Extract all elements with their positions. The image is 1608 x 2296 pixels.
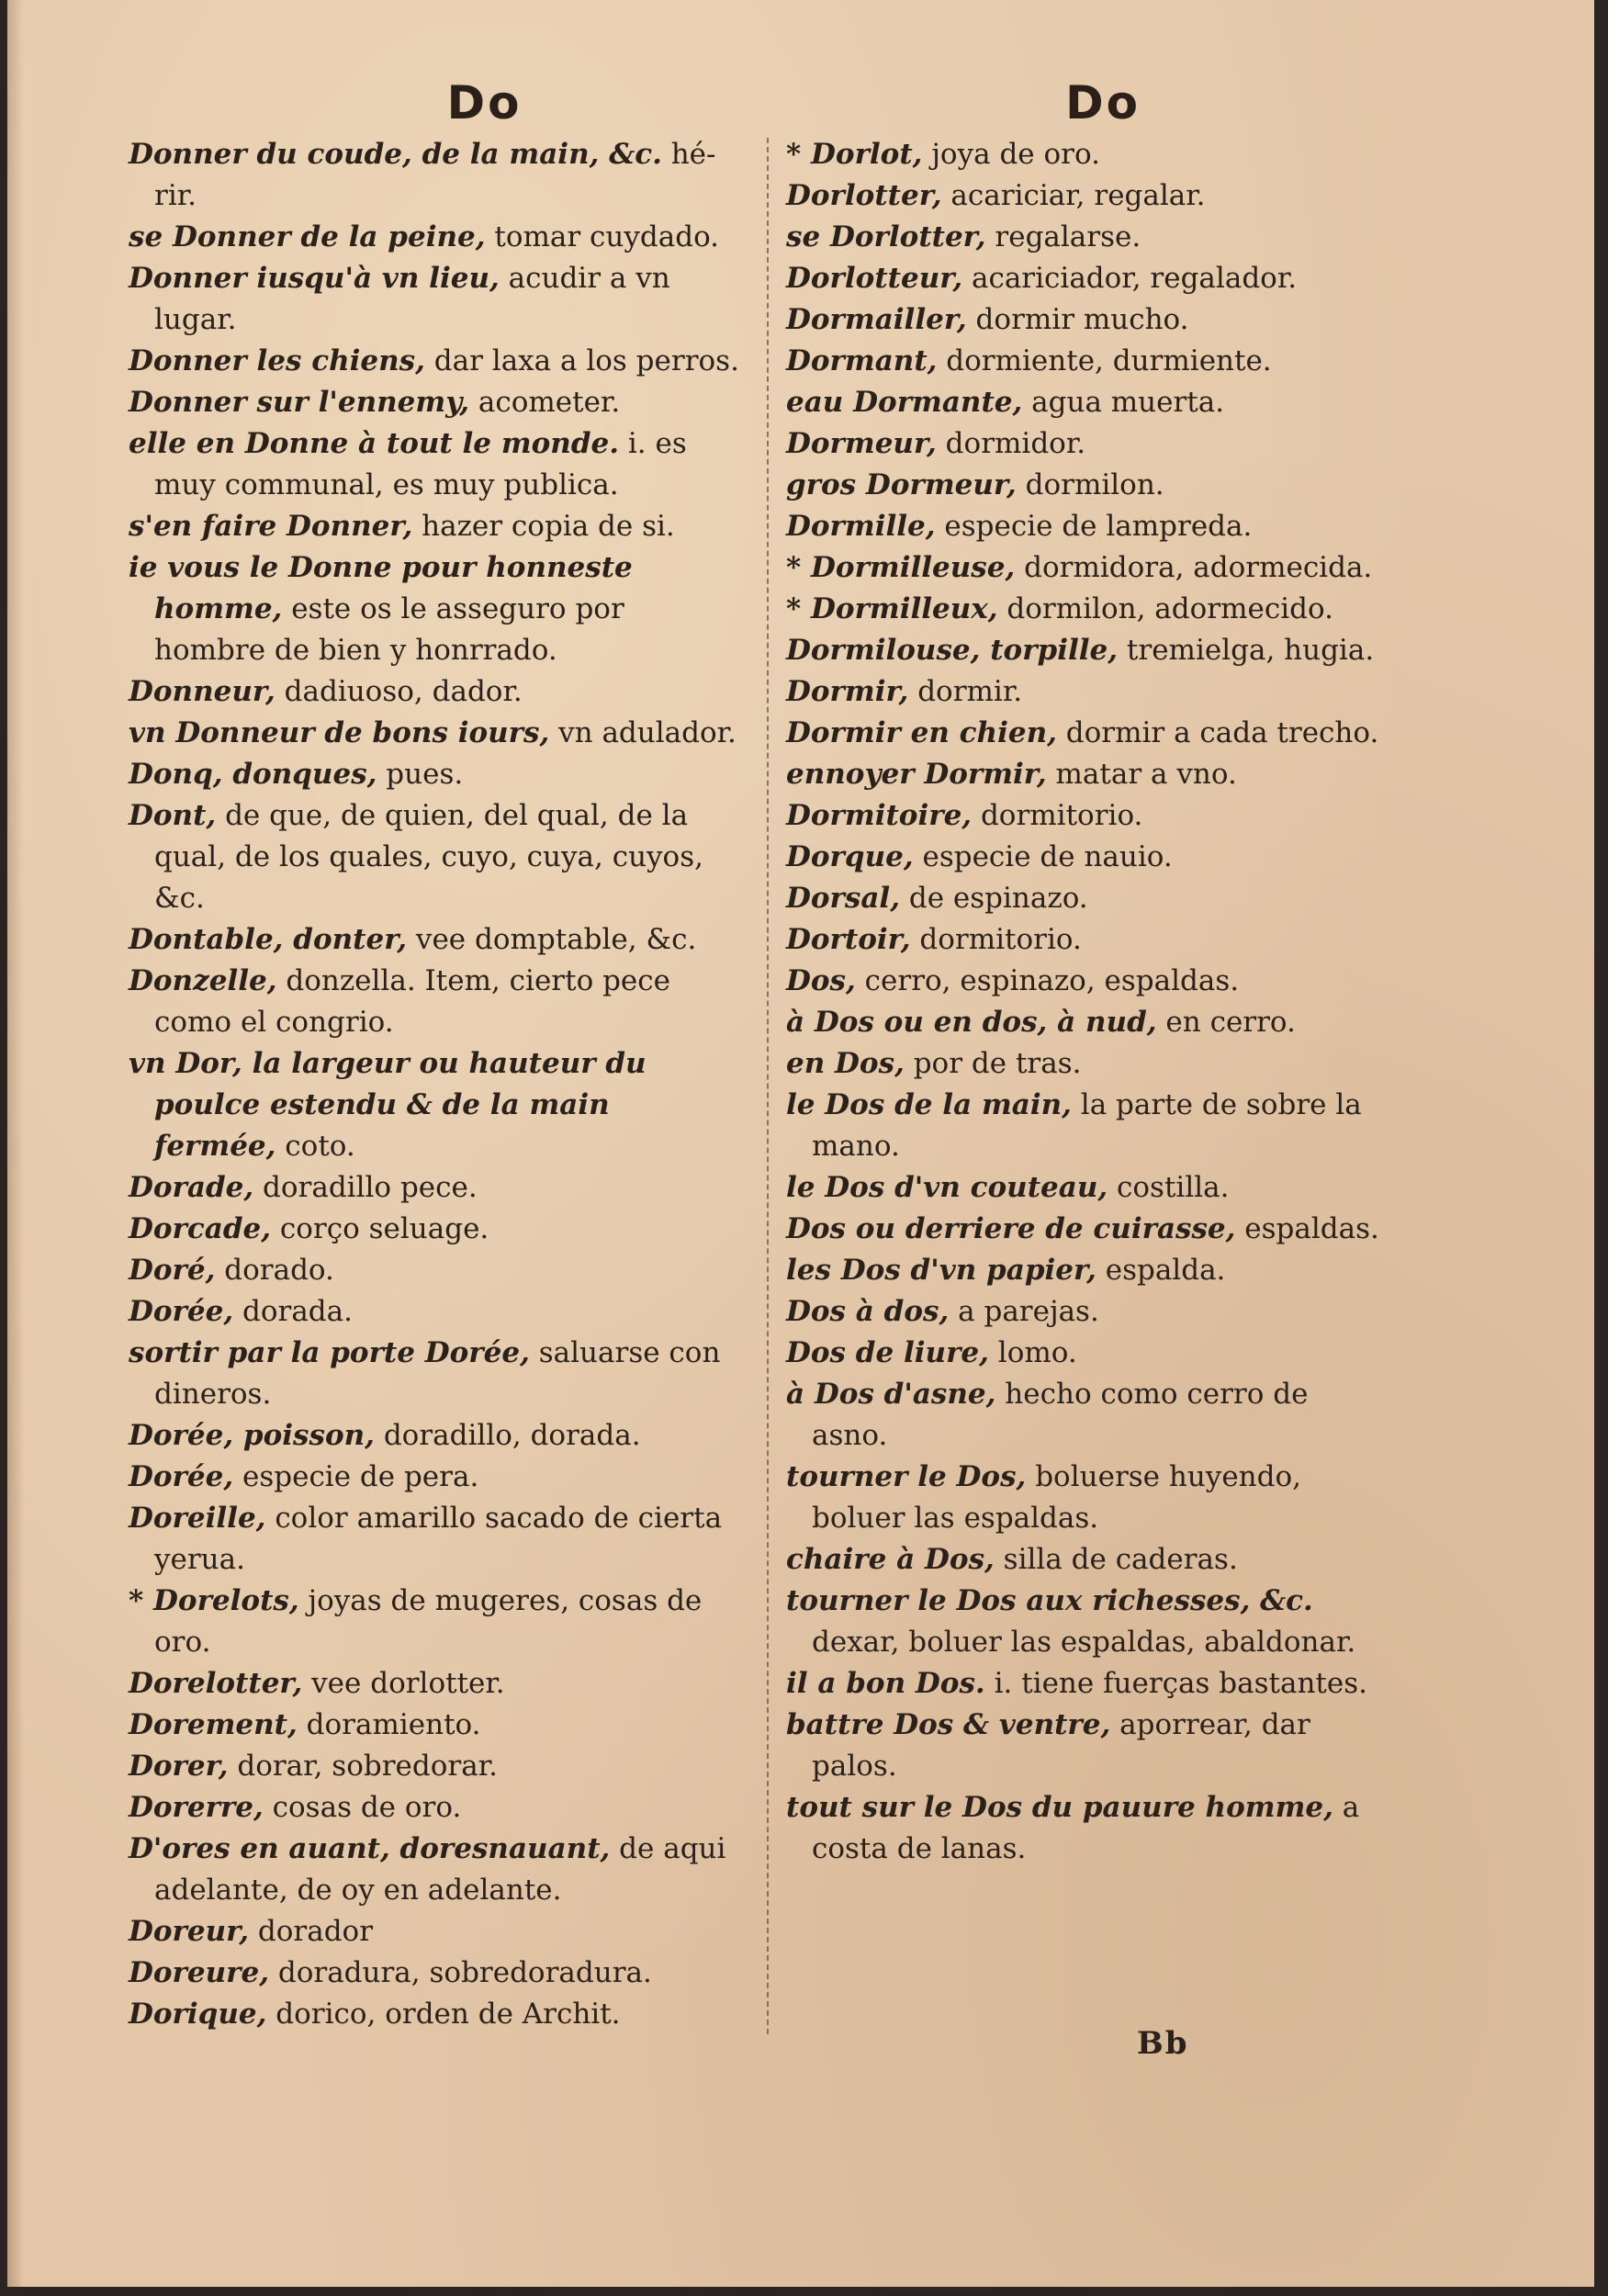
entry-definition: joya de oro. [922, 138, 1100, 171]
entry-headword: Dorer, [129, 1750, 229, 1783]
entry-headword: Dos, [786, 964, 856, 997]
entry-headword: il a bon Dos. [786, 1667, 985, 1700]
dictionary-entry [129, 506, 739, 547]
entry-headword: sortir par la porte Dorée, [129, 1336, 530, 1369]
dictionary-entry [129, 423, 739, 506]
entry-definition: dorador [249, 1915, 374, 1948]
entry-headword: Doreure, [129, 1956, 270, 1989]
dictionary-entry [129, 671, 739, 713]
signature-mark: Bb [1137, 2025, 1189, 2062]
dictionary-entry [129, 1911, 739, 1953]
entry-definition: dorada. [233, 1295, 353, 1328]
entry-headword: Doreur, [129, 1915, 250, 1948]
entry-definition: cosas de oro. [263, 1791, 462, 1824]
entry-headword: Dos de liure, [786, 1336, 989, 1369]
entry-definition: acariciar, regalar. [941, 179, 1206, 212]
entry-definition: i. tiene fuerças bastantes. [984, 1667, 1367, 1700]
dictionary-entry [129, 1581, 739, 1663]
entry-definition: acudir a vn lugar. [154, 262, 670, 336]
dictionary-entry [129, 1457, 739, 1498]
entry-definition: dormilon. [1016, 468, 1164, 501]
entry-definition: la parte de sobre la mano. [812, 1088, 1362, 1163]
entry-definition: vee dorlotter. [302, 1667, 505, 1700]
entry-headword: Dorerre, [129, 1791, 264, 1824]
entry-headword: battre Dos & ventre, [786, 1708, 1111, 1741]
dictionary-entry [786, 1002, 1392, 1043]
dictionary-entry [129, 1746, 739, 1787]
dictionary-entry [786, 1167, 1392, 1209]
entry-headword: à Dos d'asne, [786, 1378, 996, 1411]
dictionary-entry [786, 1043, 1392, 1085]
entry-definition: hazer copia de si. [412, 510, 675, 543]
entry-headword: tourner le Dos aux richesses, &c. [786, 1584, 1313, 1617]
dictionary-entry [129, 258, 739, 341]
entry-headword: Dormir en chien, [786, 716, 1057, 749]
entry-definition: dadiuoso, dador. [275, 675, 523, 708]
entry-headword: elle en Donne à tout le monde. [129, 427, 620, 460]
entry-definition: especie de nauio. [913, 840, 1173, 873]
column-divider [767, 138, 769, 2034]
dictionary-entry [129, 1167, 739, 1209]
dictionary-entry [129, 382, 739, 423]
entry-headword: Dorsal, [786, 882, 900, 915]
dictionary-entry [786, 1333, 1392, 1374]
entry-definition: dormitorio. [972, 799, 1143, 832]
dictionary-entry [786, 341, 1392, 382]
dictionary-entry [786, 1663, 1392, 1705]
entry-definition: dormitorio. [910, 923, 1082, 956]
dictionary-entry [129, 1953, 739, 1994]
entry-headword: Dormant, [786, 344, 938, 377]
entry-headword: Donner les chiens, [129, 344, 425, 377]
dictionary-entry [786, 919, 1392, 961]
entry-headword: Donner du coude, de la main, &c. [129, 138, 662, 171]
entry-headword: Dorée, [129, 1460, 234, 1493]
dictionary-entry [786, 547, 1392, 589]
dictionary-entry [786, 1291, 1392, 1333]
dictionary-entry [129, 1705, 739, 1746]
entry-headword: Dormitoire, [786, 799, 973, 832]
entry-definition: i. es muy communal, es muy publica. [154, 427, 687, 501]
entry-definition: silla de caderas. [994, 1543, 1238, 1576]
dictionary-entry [129, 1209, 739, 1250]
dictionary-entry [129, 1415, 739, 1457]
dictionary-entry [786, 589, 1392, 630]
entry-definition: este os le asseguro por hombre de bien y honrrado. [154, 592, 624, 667]
entry-headword: le Dos de la main, [786, 1088, 1072, 1121]
entry-headword: vn Donneur de bons iours, [129, 716, 550, 749]
entry-definition: hecho como cerro de asno. [812, 1378, 1309, 1452]
right-entry-list [786, 134, 1392, 1870]
dictionary-entry [786, 1539, 1392, 1581]
entry-headword: Dorique, [129, 1998, 267, 2031]
entry-headword: tout sur le Dos du pauure homme, [786, 1791, 1333, 1824]
dictionary-entry [129, 961, 739, 1043]
entry-headword: Donq, donques, [129, 758, 377, 791]
entry-definition: doradillo, dorada. [374, 1419, 641, 1452]
entry-headword: * Dorelots, [129, 1584, 299, 1617]
entry-definition: especie de pera. [233, 1460, 479, 1493]
entry-definition: en cerro. [1156, 1006, 1296, 1039]
entry-headword: Dos ou derriere de cuirasse, [786, 1212, 1236, 1245]
entry-headword: Dortoir, [786, 923, 911, 956]
entry-headword: Dorlotter, [786, 179, 942, 212]
dictionary-entry [129, 217, 739, 258]
entry-headword: Dontable, donter, [129, 923, 408, 956]
entry-headword: en Dos, [786, 1047, 905, 1080]
dictionary-entry [129, 1043, 739, 1167]
dictionary-entry [786, 1581, 1392, 1663]
entry-headword: Donner sur l'ennemy, [129, 386, 470, 419]
entry-definition: de espinazo. [900, 882, 1088, 915]
entry-definition: hé-rir. [154, 138, 716, 212]
dictionary-entry [786, 630, 1392, 671]
entry-headword: Dorlotteur, [786, 262, 963, 295]
entry-definition: matar a vno. [1046, 758, 1237, 791]
entry-definition: a parejas. [949, 1295, 1099, 1328]
entry-definition: acometer. [469, 386, 621, 419]
entry-definition: cerro, espinazo, espaldas. [855, 964, 1240, 997]
entry-definition: dorico, orden de Archit. [266, 1998, 621, 2031]
entry-definition: corço seluage. [271, 1212, 489, 1245]
dictionary-entry [786, 1250, 1392, 1291]
entry-definition: dormilon, adormecido. [997, 592, 1333, 625]
entry-headword: Donzelle, [129, 964, 277, 997]
left-entry-list [129, 134, 739, 2035]
dictionary-entry [786, 1374, 1392, 1457]
entry-headword: Dont, [129, 799, 217, 832]
entry-definition: tomar cuydado. [485, 220, 720, 253]
entry-definition: dorado. [215, 1254, 334, 1287]
entry-headword: Dorelotter, [129, 1667, 303, 1700]
entry-headword: ie vous le Donne pour honneste homme, [129, 551, 633, 625]
entry-headword: Doré, [129, 1254, 216, 1287]
entry-headword: Dorée, [129, 1295, 234, 1328]
entry-headword: Dorée, poisson, [129, 1419, 375, 1452]
entry-headword: eau Dormante, [786, 386, 1023, 419]
entry-definition: coto. [275, 1130, 355, 1163]
entry-headword: vn Dor, la largeur ou hauteur du poulce estendu & de la main fermée, [129, 1047, 647, 1163]
dictionary-entry [786, 175, 1392, 217]
book-page [7, 0, 1594, 2287]
dictionary-entry [129, 1250, 739, 1291]
dictionary-entry [129, 795, 739, 919]
entry-definition: especie de lampreda. [935, 510, 1253, 543]
dictionary-entry [129, 713, 739, 754]
entry-headword: * Dormilleuse, [786, 551, 1016, 584]
entry-headword: s'en faire Donner, [129, 510, 413, 543]
entry-headword: Dorque, [786, 840, 914, 873]
dictionary-entry [786, 506, 1392, 547]
entry-headword: Doreille, [129, 1502, 266, 1535]
entry-headword: Dormeur, [786, 427, 937, 460]
entry-definition: dormidora, adormecida. [1015, 551, 1373, 584]
entry-headword: Dormailler, [786, 303, 967, 336]
entry-headword: Dormille, [786, 510, 936, 543]
entry-headword: chaire à Dos, [786, 1543, 995, 1576]
dictionary-entry [786, 465, 1392, 506]
dictionary-entry [786, 1787, 1392, 1870]
entry-headword: Dormir, [786, 675, 909, 708]
entry-headword: Dorade, [129, 1171, 254, 1204]
dictionary-entry [129, 1787, 739, 1829]
entry-definition: doramiento. [297, 1708, 481, 1741]
entry-headword: gros Dormeur, [786, 468, 1017, 501]
entry-definition: dormiente, durmiente. [937, 344, 1272, 377]
dictionary-entry [786, 299, 1392, 341]
entry-headword: les Dos d'vn papier, [786, 1254, 1096, 1287]
entry-definition: donzella. Item, cierto pece como el congrio. [154, 964, 670, 1039]
entry-definition: dormir mucho. [966, 303, 1189, 336]
dictionary-entry [129, 134, 739, 217]
dictionary-entry [786, 837, 1392, 878]
entry-definition: vee domptable, &c. [407, 923, 697, 956]
right-column [786, 73, 1392, 1870]
entry-definition: vn adulador. [549, 716, 737, 749]
entry-definition: saluarse con dineros. [154, 1336, 721, 1411]
entry-headword: se Donner de la peine, [129, 220, 486, 253]
entry-definition: espalda. [1096, 1254, 1226, 1287]
running-header-left: Do [446, 76, 523, 129]
entry-headword: * Dormilleux, [786, 592, 998, 625]
entry-headword: D'ores en auant, doresnauant, [129, 1832, 611, 1865]
entry-definition: dormir. [908, 675, 1023, 708]
dictionary-entry [129, 919, 739, 961]
entry-headword: Dormilouse, torpille, [786, 634, 1119, 667]
entry-definition: dexar, boluer las espaldas, abaldonar. [812, 1626, 1356, 1659]
entry-definition: a costa de lanas. [812, 1791, 1360, 1865]
dictionary-entry [786, 795, 1392, 837]
entry-definition: acariciador, regalador. [962, 262, 1298, 295]
dictionary-entry [786, 754, 1392, 795]
entry-headword: Donner iusqu'à vn lieu, [129, 262, 500, 295]
entry-definition: dormir a cada trecho. [1056, 716, 1379, 749]
dictionary-entry [786, 1085, 1392, 1167]
entry-definition: dar laxa a los perros. [424, 344, 739, 377]
entry-definition: agua muerta. [1022, 386, 1225, 419]
entry-headword: * Dorlot, [786, 138, 923, 171]
running-header-right: Do [1065, 76, 1141, 129]
entry-definition: de que, de quien, del qual, de la qual, de los quales, cuyo, cuya, cuyos, &c. [154, 799, 703, 915]
dictionary-entry [786, 878, 1392, 919]
entry-definition: doradillo pece. [253, 1171, 478, 1204]
dictionary-entry [129, 1994, 739, 2035]
entry-definition: boluerse huyendo, boluer las espaldas. [812, 1460, 1301, 1535]
entry-definition: doradura, sobredoradura. [269, 1956, 652, 1989]
dictionary-entry [786, 423, 1392, 465]
entry-headword: le Dos d'vn couteau, [786, 1171, 1108, 1204]
entry-headword: à Dos ou en dos, à nud, [786, 1006, 1157, 1039]
entry-definition: espaldas. [1235, 1212, 1379, 1245]
entry-headword: ennoyer Dormir, [786, 758, 1047, 791]
entry-definition: regalarse. [985, 220, 1141, 253]
dictionary-entry [129, 754, 739, 795]
entry-definition: joyas de mugeres, cosas de oro. [154, 1584, 703, 1659]
dictionary-entry [786, 713, 1392, 754]
entry-definition: tremielga, hugia. [1118, 634, 1375, 667]
left-column [129, 73, 739, 2035]
dictionary-entry [129, 1333, 739, 1415]
dictionary-entry [786, 671, 1392, 713]
dictionary-entry [129, 1291, 739, 1333]
entry-headword: tourner le Dos, [786, 1460, 1027, 1493]
dictionary-entry [786, 1457, 1392, 1539]
dictionary-entry [129, 341, 739, 382]
entry-headword: Dos à dos, [786, 1295, 950, 1328]
entry-headword: Dorement, [129, 1708, 298, 1741]
dictionary-entry [786, 961, 1392, 1002]
entry-definition: dorar, sobredorar. [228, 1750, 498, 1783]
dictionary-entry [129, 1829, 739, 1911]
entry-definition: lomo. [988, 1336, 1077, 1369]
entry-definition: costilla. [1108, 1171, 1230, 1204]
dictionary-entry [786, 134, 1392, 175]
entry-definition: dormidor. [936, 427, 1086, 460]
entry-headword: Donneur, [129, 675, 275, 708]
entry-definition: por de tras. [904, 1047, 1082, 1080]
entry-definition: de aqui adelante, de oy en adelante. [154, 1832, 726, 1907]
dictionary-entry [129, 1663, 739, 1705]
dictionary-entry [786, 1209, 1392, 1250]
entry-definition: aporrear, dar palos. [812, 1708, 1310, 1783]
entry-definition: pues. [377, 758, 464, 791]
dictionary-entry [786, 382, 1392, 423]
dictionary-entry [786, 258, 1392, 299]
dictionary-entry [129, 547, 739, 671]
dictionary-entry [786, 217, 1392, 258]
entry-headword: Dorcade, [129, 1212, 272, 1245]
dictionary-entry [786, 1705, 1392, 1787]
entry-headword: se Dorlotter, [786, 220, 986, 253]
dictionary-entry [129, 1498, 739, 1581]
entry-definition: color amarillo sacado de cierta yerua. [154, 1502, 723, 1576]
